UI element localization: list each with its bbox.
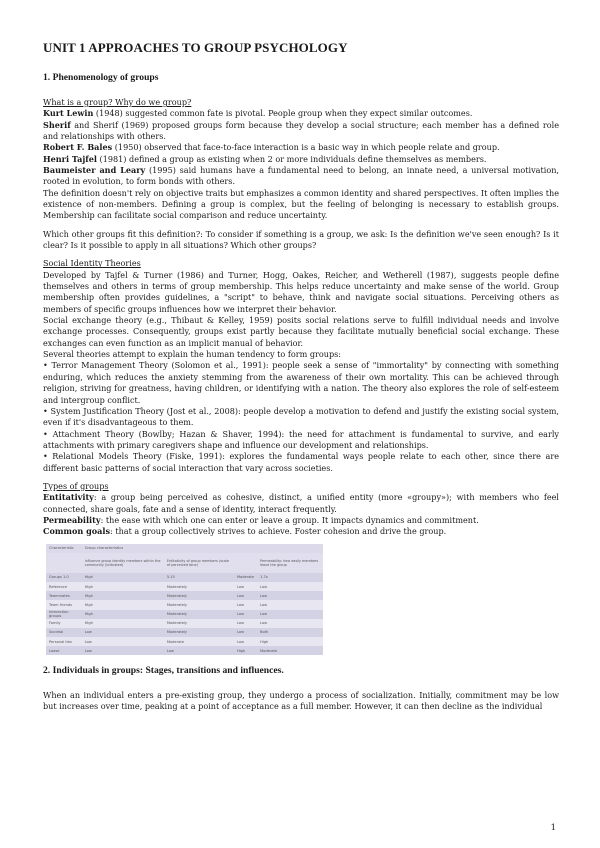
paragraph-baumeister: Baumeister and Leary (1995) said humans have a fundamental need to belong, an innate need, a universal motivation, rooted in evolution, to form bonds with others. xyxy=(43,165,559,187)
paragraph-definition: The definition doesn't rely on objective traits but emphasizes a common identity and shared perspectives. It often implies the existence of non-members. Defining a group is complex, but the feeling of belonging is necessary to establish groups. Membership can facilitate social comparison and reduce uncertainty. xyxy=(43,187,559,221)
table-subheader-cell: Entitativity of group members (scale of perceived tone) xyxy=(164,553,234,573)
table-row: Team friends High Moderately Low Low xyxy=(46,600,323,609)
subheading-what-is-group: What is a group? Why do we group? xyxy=(43,97,192,107)
table-subheader-cell: Influence group identity members within the community (indicated) xyxy=(82,553,164,573)
unit-title: UNIT 1 APPROACHES TO GROUP PSYCHOLOGY xyxy=(43,40,348,55)
table-row: Societal Low Moderately Low Both xyxy=(46,628,323,637)
paragraph-which-groups: Which other groups fit this definition?: To consider if something is a group, we ask: Is the definition we've seen enough? Is it clear? Is it possible to apply in all situations? Which other groups? xyxy=(43,228,559,251)
bullet-terror-management: • Terror Management Theory (Solomon et al., 1991): people seek a sense of "immortality" by connecting with something enduring, which reduces the anxiety stemming from the awareness of their own mortality. This can be achieved through religion, striving for greatness, having children, or identifying with a nation. The theory also explores the role of self-esteem and intergroup conflict. xyxy=(43,360,559,405)
subheading-social-identity: Social Identity Theories xyxy=(43,258,141,269)
table-row: Groups 1.0 High 5.15 Moderate 1.7x xyxy=(46,573,323,582)
table-row: Loose Low Low High Moderate xyxy=(46,646,323,655)
paragraph-socialization: When an individual enters a pre-existing group, they undergo a process of socialization. Initially, commitment may be low but increases over time, peaking at a point of acceptance as a full member. However, it can then decline as the individual xyxy=(43,689,559,711)
paragraph-entitativity: Entitativity: a group being perceived as cohesive, distinct, a unified entity (more «groupy»); with members who feel connected, share goals, fate and a sense of identity, interact frequently. xyxy=(43,492,559,514)
paragraph-lewin: Kurt Lewin (1948) suggested common fate is pivotal. People group when they expect similar outcomes. xyxy=(43,108,473,119)
paragraph-tajfel: Henri Tajfel (1981) defined a group as existing when 2 or more individuals define themselves as members. xyxy=(43,153,487,164)
table-row: Teammates High Moderately Low Low xyxy=(46,591,323,600)
table-row: Reference High Moderately Low Low xyxy=(46,582,323,591)
table-subheader-cell xyxy=(46,553,82,573)
document-page xyxy=(43,40,559,712)
paragraph-bales: Robert F. Bales (1950) observed that face-to-face interaction is a basic way in which people relate and group. xyxy=(43,142,500,153)
table-subheader-cell xyxy=(234,553,257,573)
group-types-table xyxy=(46,544,323,655)
paragraph-permeability: Permeability: the ease with which one can enter or leave a group. It impacts dynamics and commitment. xyxy=(43,514,479,525)
bullet-attachment: • Attachment Theory (Bowlby; Hazan & Shaver, 1994): the need for attachment is fundamental to survive, and early attachments with primary caregivers shape and influence our development and relationships. xyxy=(43,428,559,450)
paragraph-sit-2: Social exchange theory (e.g., Thibaut & Kelley, 1959) posits social relations serve to fulfill individual needs and involve exchange processes. Consequently, groups exist partly because they facilitate mutually beneficial social exchange. These exchanges can even function as an implicit manual of behavior. xyxy=(43,315,559,348)
paragraph-sherif: Sherif and Sherif (1969) proposed groups form because they develop a social structure; each member has a defined role and relationships with others. xyxy=(43,119,559,141)
table-subheader-cell: Permeability: how easily members leave the group xyxy=(257,553,323,573)
paragraph-sit-1: Developed by Tajfel & Turner (1986) and Turner, Hogg, Oakes, Reicher, and Wetherell (1987), suggests people define themselves and others in terms of group membership. This helps reduce uncertainty and make sense of the world. Group membership often provides guidelines, a "script" to behave, think and navigate social situations. Perceiving others as members of specific groups influences how we interpret their behavior. xyxy=(43,269,559,314)
page-number: 1 xyxy=(550,823,556,833)
paragraph-common-goals: Common goals: that a group collectively strives to achieve. Foster cohesion and drive the group. xyxy=(43,526,447,537)
section-heading-2: 2. Individuals in groups: Stages, transitions and influences. xyxy=(43,664,284,676)
table-header-cell: Characteristic xyxy=(46,544,82,553)
table-row: Personal ties Low Moderate Low High xyxy=(46,637,323,646)
table-header-cell: Group characteristics xyxy=(82,544,323,553)
table-row: Family High Moderately Low Low xyxy=(46,619,323,628)
section-heading-1: 1. Phenomenology of groups xyxy=(43,72,159,83)
subheading-types-of-groups: Types of groups xyxy=(43,480,109,491)
table-row: Interaction groups High Moderately Low Low xyxy=(46,610,323,619)
bullet-relational-models: • Relational Models Theory (Fiske, 1991): explores the fundamental ways people relate to each other, since there are different basic patterns of social interaction that vary across societies. xyxy=(43,451,559,473)
paragraph-sit-3: Several theories attempt to explain the human tendency to form groups: xyxy=(43,349,342,360)
bullet-system-justification: • System Justification Theory (Jost et al., 2008): people develop a motivation to defend and justify the existing social system, even if it's disadvantageous to them. xyxy=(43,405,559,428)
